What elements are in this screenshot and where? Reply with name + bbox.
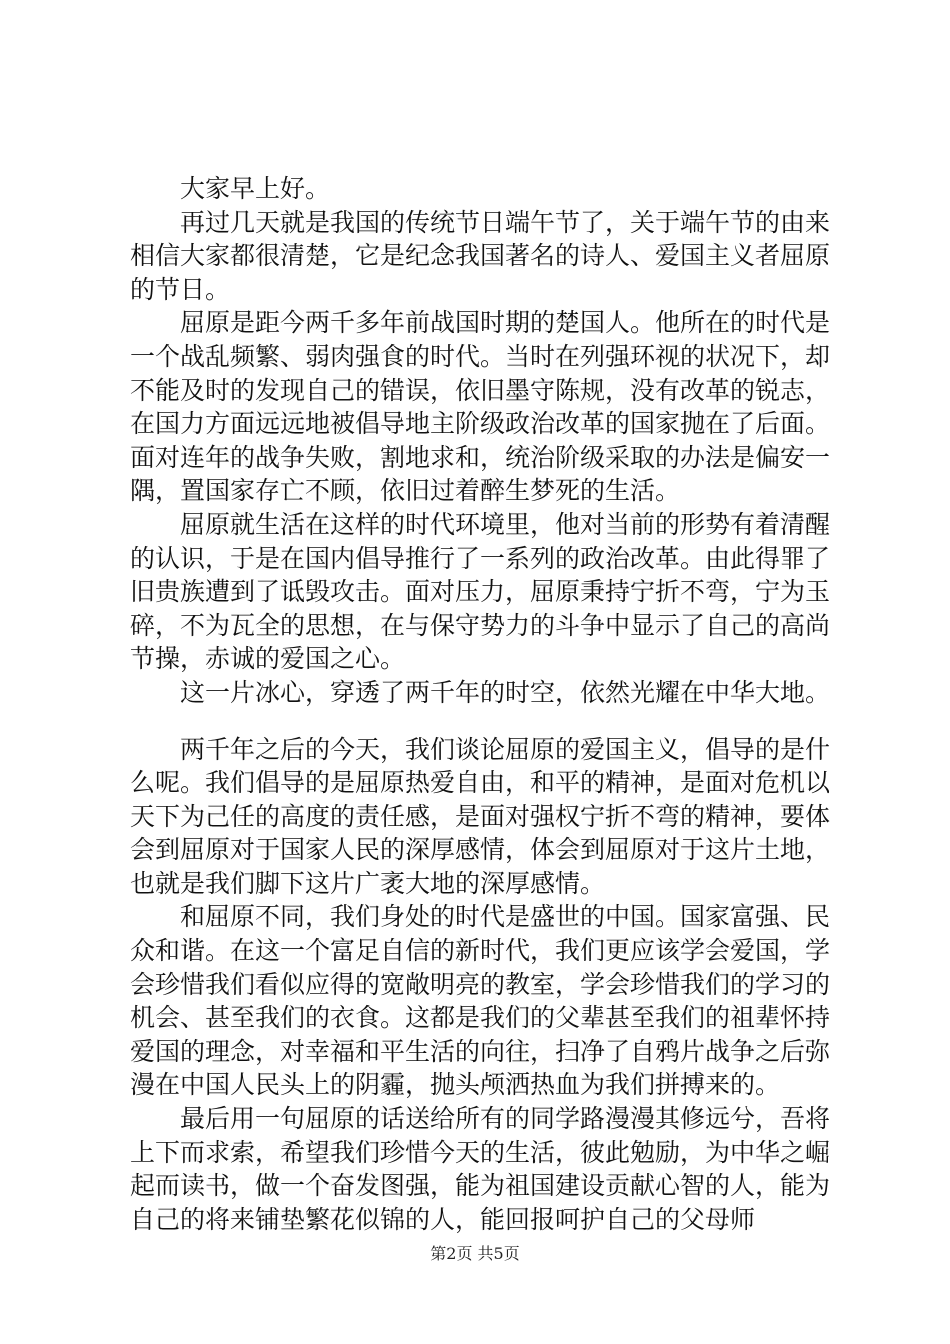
paragraph-greeting: 大家早上好。 xyxy=(180,174,331,203)
paragraph-bing-xin: 这一片冰心，穿透了两千年的时空，依然光耀在中华大地。 xyxy=(180,677,831,707)
document-body xyxy=(130,172,830,1236)
paragraph-patriotism-today: 两千年之后的今天，我们谈论屈原的爱国主义，倡导的是什么呢。我们倡导的是屈原热爱自由，和平的精神，是面对危机以天下为己任的高度的责任感，是面对强权宁折不弯的精神，要体会到屈原对于国家人民的深厚感情，体会到屈原对于这片土地，也就是我们脚下这片广袤大地的深厚感情。 xyxy=(130,734,831,898)
paragraph-intro: 再过几天就是我国的传统节日端午节了，关于端午节的由来相信大家都很清楚，它是纪念我国著名的诗人、爱国主义者屈原的节日。 xyxy=(130,207,831,304)
page-number-footer: 第2页 共5页 xyxy=(430,1244,520,1263)
paragraph-closing: 最后用一句屈原的话送给所有的同学路漫漫其修远兮，吾将上下而求索，希望我们珍惜今天的生活，彼此勉励，为中华之崛起而读书，做一个奋发图强，能为祖国建设贡献心智的人，能为自己的将来铺垫繁花似锦的人，能回报呵护自己的父母师 xyxy=(130,1104,831,1234)
paragraph-modern-china: 和屈原不同，我们身处的时代是盛世的中国。国家富强、民众和谐。在这一个富足自信的新时代，我们更应该学会爱国，学会珍惜我们看似应得的宽敞明亮的教室，学会珍惜我们的学习的机会、甚至我们的衣食。这都是我们的父辈甚至我们的祖辈怀持爱国的理念，对幸福和平生活的向往，扫净了自鸦片战争之后弥漫在中国人民头上的阴霾，抛头颅洒热血为我们拼搏来的。 xyxy=(130,902,831,1100)
paragraph-qu-yuan-era: 屈原是距今两千多年前战国时期的楚国人。他所在的时代是一个战乱频繁、弱肉强食的时代。当时在列强环视的状况下，却不能及时的发现自己的错误，依旧墨守陈规，没有改革的锐志，在国力方面远远地被倡导地主阶级政治改革的国家抛在了后面。面对连年的战争失败，割地求和，统治阶级采取的办法是偏安一隅，置国家存亡不顾，依旧过着醉生梦死的生活。 xyxy=(130,308,831,506)
paragraph-gap xyxy=(130,710,830,733)
paragraph-qu-yuan-reform: 屈原就生活在这样的时代环境里，他对当前的形势有着清醒的认识，于是在国内倡导推行了一系列的政治改革。由此得罪了旧贵族遭到了诋毁攻击。面对压力，屈原秉持宁折不弯，宁为玉碎，不为瓦全的思想，在与保守势力的斗争中显示了自己的高尚节操，赤诚的爱国之心。 xyxy=(130,509,831,674)
